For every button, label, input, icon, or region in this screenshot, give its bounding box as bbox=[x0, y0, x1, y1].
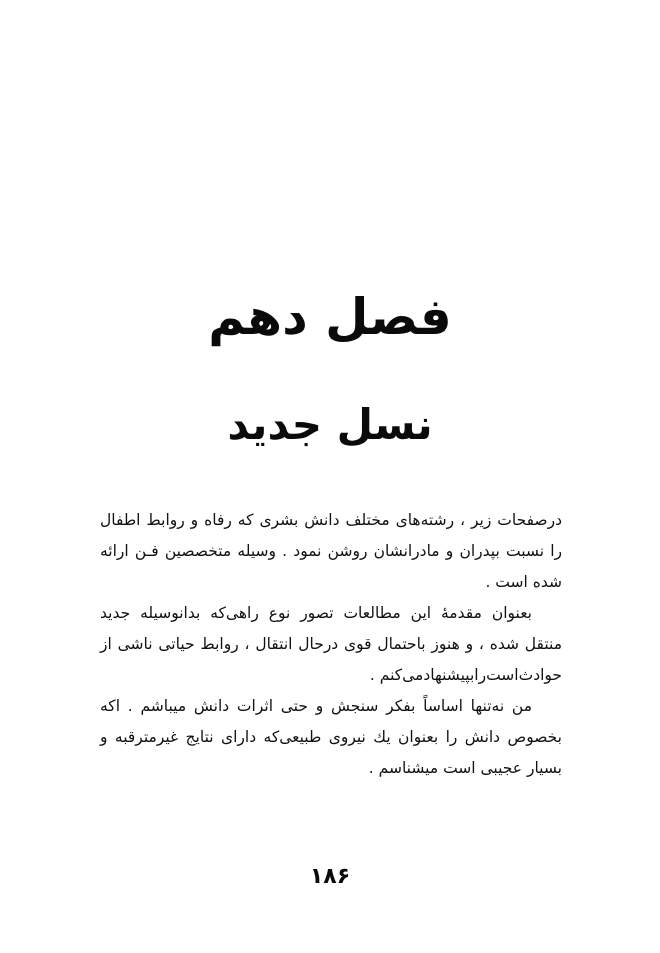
paragraph-1: درصفحات زیر ، رشته‌های مختلف دانش بشری که رفاه و روابط اطفال را نسبت بپدران و مادرانشان روشن نمود . وسیله متخصصین فـن ارائه شده است . bbox=[100, 511, 562, 591]
chapter-subtitle: نسل جدید bbox=[227, 400, 433, 449]
page-number: ۱۸۶ bbox=[309, 864, 351, 889]
body-text bbox=[100, 505, 562, 784]
paragraph-3: من نه‌تنها اساساً بفکر سنجش و حتی اثرات دانش میباشم . اکه بخصوص دانش را بعنوان یك نیروی طبیعی‌که دارای نتایج غیرمترقبه و بسیار عجیبی است میشناسم . bbox=[100, 697, 562, 777]
chapter-title: فصل دهم bbox=[208, 288, 452, 346]
paragraph-2: بعنوان مقدمهٔ این مطالعات تصور نوع راهی‌که بدانوسیله جدید منتقل شده ، و هنوز باحتمال قوی درحال انتقال ، روابط حیاتی ناشی از حوادث‌است‌رابپیشنهادمی‌کنم . bbox=[100, 604, 562, 684]
